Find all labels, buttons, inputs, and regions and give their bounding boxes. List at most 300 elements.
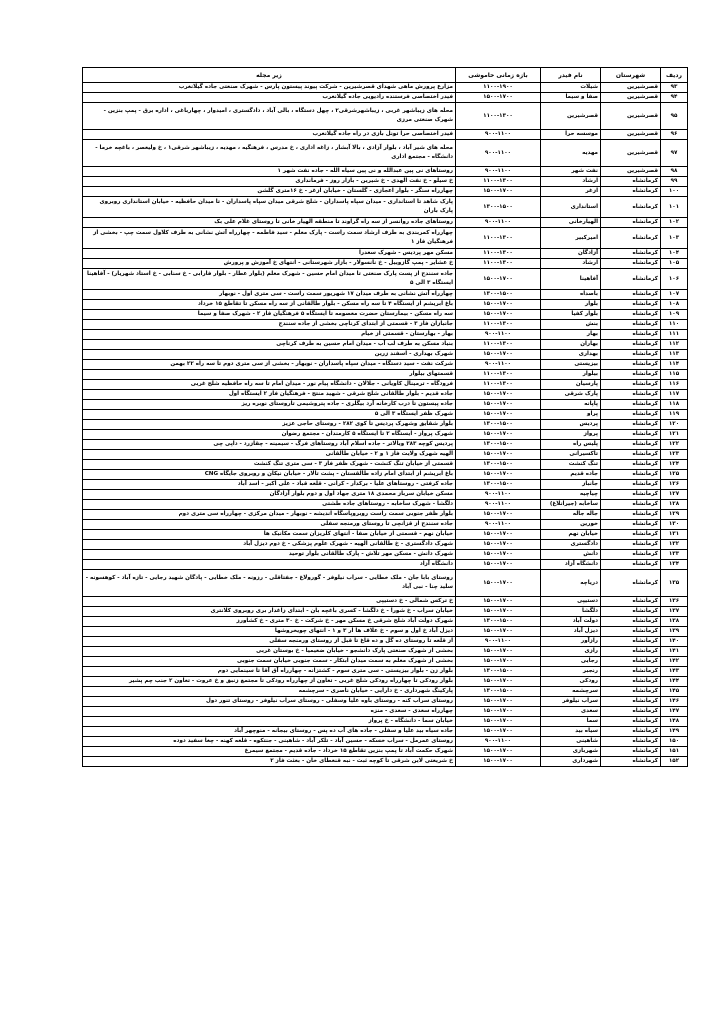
table-row bbox=[83, 420, 688, 430]
cell-area: الهیه شهرک ولایت فاز ۱ و ۲ - خیابان طالقانی bbox=[83, 450, 456, 460]
cell-shahrestan: کرمانشاه bbox=[601, 350, 661, 360]
cell-shahrestan: کرمانشاه bbox=[601, 727, 661, 737]
cell-radif: ۹۷ bbox=[661, 140, 688, 167]
cell-area: سه راه مسکن - بیمارستان حضرت معصومه تا ایستگاه ۵ فرهنگیان فاز ۲ - شهرک صفا و سیما bbox=[83, 310, 456, 320]
cell-radif: ۱۱۳ bbox=[661, 350, 688, 360]
cell-area: شهرک دولت آباد شلح شرقی خ مسکن مهر - خ شرکت - خ ۳۰ متری - خ کشاورز bbox=[83, 617, 456, 627]
cell-area: شهرک حکمت آباد تا پمپ بنزین تقاطع ۱۵ خرداد - جاده قدیم - مجتمع سیمرغ bbox=[83, 747, 456, 757]
cell-feeder: سیاه بید bbox=[541, 727, 601, 737]
cell-area: بخشی از شهرک معلم به سمت میدان ابتکار - سمت جنوبی خیابان سمت جنوبی bbox=[83, 657, 456, 667]
cell-area: شرکت نفت - سید دستگاه - میدان سپاه پاسداران - نوبهار - بخشی از سی متری دوم تا سه راه ۲۲ بهمن bbox=[83, 360, 456, 370]
cell-radif: ۱۱۷ bbox=[661, 390, 688, 400]
cell-feeder: مهدیه bbox=[541, 140, 601, 167]
cell-area: خیابان سما - دانشگاه - خ پرواز bbox=[83, 717, 456, 727]
cell-time: ۱۵۰۰-۱۷۰۰ bbox=[456, 560, 541, 570]
cell-feeder: بنش bbox=[541, 320, 601, 330]
cell-radif: ۱۱۰ bbox=[661, 320, 688, 330]
cell-feeder: سراب نیلوفر bbox=[541, 697, 601, 707]
table-row bbox=[83, 627, 688, 637]
cell-area: بخشی از شهرک صنعتی پارک دانشجو - خیابان ضعیمیا - خ بوستان غربی bbox=[83, 647, 456, 657]
cell-feeder: ساخابه (جیرانلاغ) bbox=[541, 500, 601, 510]
cell-radif: ۱۱۲ bbox=[661, 340, 688, 350]
cell-area: پردیس کوچه ۲۸۳ وبالاتر - جاده اسلام آباد روستاهای فرگ - سیمینه - چقازرد - داپی چی bbox=[83, 440, 456, 450]
cell-feeder: نفت شهر bbox=[541, 167, 601, 177]
cell-feeder: دیزل آباد bbox=[541, 627, 601, 637]
cell-feeder: استانداری bbox=[541, 197, 601, 218]
cell-shahrestan: کرمانشاه bbox=[601, 717, 661, 727]
cell-feeder: پراو bbox=[541, 410, 601, 420]
cell-time: ۱۵۰۰-۱۷۰۰ bbox=[456, 300, 541, 310]
cell-time: ۱۱۰۰-۱۳۰۰ bbox=[456, 103, 541, 130]
cell-area: محله های زیباشهر غربی ، زیباشهرشرقی۲ ، چهل دستگاه ، بالی آباد ، دادگستری ، امیدوار ، چهارباغی ، اداره برق - پمپ بنزین - شهرک صنعتی مرزی bbox=[83, 103, 456, 130]
cell-area: شهرک دانش - مسکن مهر تلاش - پارک طالقانی بلوار توحید bbox=[83, 550, 456, 560]
table-row bbox=[83, 330, 688, 340]
cell-area: جاده قدیم - بلوار طالقانی شلح شرقی - شهید منتج - فرهنگیان فاز ۲ ایستگاه اول bbox=[83, 390, 456, 400]
cell-shahrestan: کرمانشاه bbox=[601, 737, 661, 747]
cell-feeder: بهداری bbox=[541, 350, 601, 360]
cell-time: ۱۳۰۰-۱۵۰۰ bbox=[456, 667, 541, 677]
cell-area: چهارراه کمربندی به طرف ارشاد سمت راست - پارک معلم - سید فاطمه - چهارراه آتش نشانی به طرف کلاول سمت چپ - بخشی از فرهنگیان فاز ۱ bbox=[83, 228, 456, 249]
table-row bbox=[83, 570, 688, 597]
cell-shahrestan: کرمانشاه bbox=[601, 560, 661, 570]
cell-area: قسمتی از خیابان تنگ کنشت - شهرک ظفر فاز ۳ - سی متری تنگ کنشت bbox=[83, 460, 456, 470]
cell-feeder: سرچشمه bbox=[541, 687, 601, 697]
cell-shahrestan: کرمانشاه bbox=[601, 218, 661, 228]
table-row bbox=[83, 350, 688, 360]
cell-feeder: بیزیستی bbox=[541, 360, 601, 370]
cell-shahrestan: کرمانشاه bbox=[601, 677, 661, 687]
cell-radif: ۱۱۱ bbox=[661, 330, 688, 340]
table-row bbox=[83, 550, 688, 560]
cell-radif: ۱۲۶ bbox=[661, 480, 688, 490]
cell-area: فرودگاه - ترمینال کاویانی - جلالان - دانشگاه پیام نور - میدان امام تا سه راه حافظیه شلح غربی bbox=[83, 380, 456, 390]
cell-area: شهرک ظفر ایستگاه ۳ الی ۵ bbox=[83, 410, 456, 420]
cell-shahrestan: کرمانشاه bbox=[601, 310, 661, 320]
cell-time: ۱۱۰۰-۱۳۰۰ bbox=[456, 380, 541, 390]
cell-feeder: صفا و سیما bbox=[541, 93, 601, 103]
cell-radif: ۱۱۵ bbox=[661, 370, 688, 380]
cell-shahrestan: کرمانشاه bbox=[601, 667, 661, 677]
cell-radif: ۱۱۴ bbox=[661, 360, 688, 370]
table-row bbox=[83, 747, 688, 757]
cell-time: ۱۱۰۰-۱۹۰۰ bbox=[456, 83, 541, 93]
cell-time: ۱۳۰۰-۱۵۰۰ bbox=[456, 440, 541, 450]
cell-area: بهار - بهارستان - قسمتی از خیام bbox=[83, 330, 456, 340]
cell-area: مزارع پرورش ماهی شهدای قصرشیرین - شرکت پیوند پیستون پارس - شهرک صنعتی جاده گیلانغرب bbox=[83, 83, 456, 93]
cell-time: ۱۱۰۰-۱۳۰۰ bbox=[456, 177, 541, 187]
cell-feeder: جاده قدیم bbox=[541, 470, 601, 480]
cell-radif: ۹۴ bbox=[661, 93, 688, 103]
table-row bbox=[83, 177, 688, 187]
cell-shahrestan: کرمانشاه bbox=[601, 430, 661, 440]
table-row bbox=[83, 450, 688, 460]
cell-shahrestan: کرمانشاه bbox=[601, 187, 661, 197]
cell-radif: ۱۳۵ bbox=[661, 570, 688, 597]
cell-radif: ۱۰۵ bbox=[661, 259, 688, 269]
cell-radif: ۱۴۱ bbox=[661, 647, 688, 657]
cell-feeder: دانش bbox=[541, 550, 601, 560]
cell-time: ۱۵۰۰-۱۷۰۰ bbox=[456, 717, 541, 727]
cell-radif: ۱۴۷ bbox=[661, 707, 688, 717]
cell-area: جاده کرفتی - روستاهای علیا - برکدار - کرانی - قلعه قباد - علی اکبر - اسد آباد bbox=[83, 480, 456, 490]
cell-feeder: شیلات bbox=[541, 83, 601, 93]
table-row bbox=[83, 697, 688, 707]
cell-radif: ۹۸ bbox=[661, 167, 688, 177]
table-row bbox=[83, 597, 688, 607]
table-row bbox=[83, 103, 688, 130]
cell-area: روستاهای جاده روانسر از سه راه گراوند تا منطقه الهیار خانی تا روستای غلام علی بک bbox=[83, 218, 456, 228]
cell-shahrestan: کرمانشاه bbox=[601, 259, 661, 269]
table-row bbox=[83, 657, 688, 667]
cell-time: ۱۵۰۰-۱۷۰۰ bbox=[456, 697, 541, 707]
cell-shahrestan: کرمانشاه bbox=[601, 570, 661, 597]
cell-time: ۱۱۰۰-۱۳۰۰ bbox=[456, 340, 541, 350]
cell-shahrestan: کرمانشاه bbox=[601, 370, 661, 380]
cell-area: خ شریعتی لاین شرقی تا کوچه ثبت - نبه قنعطای خان - بعثت فاز ۲ bbox=[83, 757, 456, 767]
table-row bbox=[83, 390, 688, 400]
cell-radif: ۱۲۹ bbox=[661, 510, 688, 520]
table-row bbox=[83, 410, 688, 420]
cell-area: بلوار ظفر جنوبی سمت راست روبروپاسگاه اندیشه - نوبهار - میدان مرکزی - چهارراه سی متری دوم bbox=[83, 510, 456, 520]
cell-time: ۱۵۰۰-۱۷۰۰ bbox=[456, 187, 541, 197]
cell-time: ۱۳۰۰-۱۵۰۰ bbox=[456, 290, 541, 300]
header-shahrestan: شهرستان bbox=[601, 68, 661, 83]
cell-area: شهرک بهداری - اسفند زرین bbox=[83, 350, 456, 360]
cell-time: ۱۳۰۰-۱۵۰۰ bbox=[456, 197, 541, 218]
table-header-row bbox=[83, 68, 688, 83]
cell-area: قسمتهای بیلوار bbox=[83, 370, 456, 380]
cell-area: پارک شاهد تا استانداری - میدان سپاه پاسداران - شلح شرقی میدان سپاه پاسداران - تا میدان حافظیه - خیابان استانداری روبروی پارک باران bbox=[83, 197, 456, 218]
cell-shahrestan: کرمانشاه bbox=[601, 249, 661, 259]
cell-radif: ۱۳۰ bbox=[661, 520, 688, 530]
cell-feeder: پارک شرقی bbox=[541, 390, 601, 400]
cell-shahrestan: کرمانشاه bbox=[601, 300, 661, 310]
cell-radif: ۱۱۹ bbox=[661, 410, 688, 420]
table-row bbox=[83, 647, 688, 657]
cell-shahrestan: کرمانشاه bbox=[601, 269, 661, 290]
cell-area: بلوار رودکی تا چهارراه رودکی شلح غربی - تعاون از چهارراه رودکی تا مجتمع زنبق و خ عروت - تعاون ۲ جنب چم پشیر bbox=[83, 677, 456, 687]
cell-radif: ۹۹ bbox=[661, 177, 688, 187]
cell-shahrestan: کرمانشاه bbox=[601, 707, 661, 717]
cell-time: ۱۵۰۰-۱۷۰۰ bbox=[456, 550, 541, 560]
cell-time: ۱۵۰۰-۱۷۰۰ bbox=[456, 400, 541, 410]
cell-time: ۹۰۰-۱۱۰۰ bbox=[456, 130, 541, 140]
cell-time: ۱۵۰۰-۱۷۰۰ bbox=[456, 727, 541, 737]
table-row bbox=[83, 290, 688, 300]
cell-area: بنیاد مسکن به طرف لب آب - میدان امام حسین به طرف کرناچی bbox=[83, 340, 456, 350]
table-row bbox=[83, 677, 688, 687]
cell-shahrestan: کرمانشاه bbox=[601, 228, 661, 249]
table-row bbox=[83, 300, 688, 310]
cell-shahrestan: قصرشیرین bbox=[601, 140, 661, 167]
cell-time: ۱۵۰۰-۱۷۰۰ bbox=[456, 510, 541, 520]
cell-radif: ۱۲۱ bbox=[661, 430, 688, 440]
cell-radif: ۱۴۴ bbox=[661, 677, 688, 687]
table-row bbox=[83, 228, 688, 249]
header-feeder: نام فیدر bbox=[541, 68, 601, 83]
cell-area: دلگشا - شهرک ساخابه - روستاهای جاده طشتی bbox=[83, 500, 456, 510]
cell-area: مسکن مهر پردیس - شهرک سعدرا bbox=[83, 249, 456, 259]
cell-area: محله های شیر آباد ، بلوار آزادی ، بالا آبشار ، زاغه اداری ، خ مدرس ، فرهنگیه ، مهدیه ، زیباشهر شرقی۱ ، خ ولیعصر ، باغچه خرما - دانشگاه - مجتمع اداری bbox=[83, 140, 456, 167]
table-row bbox=[83, 617, 688, 627]
cell-shahrestan: کرمانشاه bbox=[601, 520, 661, 530]
cell-feeder: شهرداری bbox=[541, 757, 601, 767]
cell-area: جاده پیستون تا درب کارخانه آرد بیگلری - جاده پتروشیمی تاروستای نوبره ریز bbox=[83, 400, 456, 410]
cell-shahrestan: کرمانشاه bbox=[601, 420, 661, 430]
cell-radif: ۹۵ bbox=[661, 103, 688, 130]
cell-area: جانبازان فاز ۳ - قسمتی از ابتدای کرناچی بخشی از جاده سنندج bbox=[83, 320, 456, 330]
cell-area: چهارراه سعدی - سعدی - منزه bbox=[83, 707, 456, 717]
header-radif: ردیف bbox=[661, 68, 688, 83]
cell-radif: ۱۳۴ bbox=[661, 560, 688, 570]
cell-time: ۱۵۰۰-۱۷۰۰ bbox=[456, 540, 541, 550]
cell-area: از قلعه تا روستای ده گل و ده قاغ تا قبل از روستای ورمنجه سفلی bbox=[83, 637, 456, 647]
cell-time: ۱۵۰۰-۱۷۰۰ bbox=[456, 627, 541, 637]
table-row bbox=[83, 197, 688, 218]
cell-feeder: بهار bbox=[541, 330, 601, 340]
cell-time: ۹۰۰-۱۱۰۰ bbox=[456, 737, 541, 747]
table-row bbox=[83, 460, 688, 470]
cell-time: ۱۵۰۰-۱۷۰۰ bbox=[456, 310, 541, 320]
cell-feeder: بیلوار bbox=[541, 370, 601, 380]
cell-feeder: دانشگاه آزاد bbox=[541, 560, 601, 570]
cell-time: ۱۵۰۰-۱۷۰۰ bbox=[456, 410, 541, 420]
cell-shahrestan: کرمانشاه bbox=[601, 747, 661, 757]
cell-feeder: موسسه حرا bbox=[541, 130, 601, 140]
cell-radif: ۱۴۰ bbox=[661, 637, 688, 647]
table-row bbox=[83, 187, 688, 197]
cell-radif: ۱۴۳ bbox=[661, 667, 688, 677]
cell-time: ۱۵۰۰-۱۷۰۰ bbox=[456, 390, 541, 400]
cell-radif: ۱۱۶ bbox=[661, 380, 688, 390]
header-area: زیر مجله bbox=[83, 68, 456, 83]
cell-area: جاده سنندج از پست پارک صنعتی تا میدان امام حسین - شهرک معلم (بلوار عطار - بلوار فارابی - خ سنابی - خ استاد شهریار) - آفاهینا ایستگاه ۳ الی ۵ bbox=[83, 269, 456, 290]
outage-table bbox=[82, 67, 688, 767]
cell-radif: ۱۴۶ bbox=[661, 697, 688, 707]
cell-shahrestan: قصرشیرین bbox=[601, 130, 661, 140]
cell-radif: ۱۰۱ bbox=[661, 197, 688, 218]
cell-shahrestan: کرمانشاه bbox=[601, 597, 661, 607]
cell-area: خ عشایر - پمپ گازوییل - خ نانسولار - بازار شهرستانی - انتهای خ آموزش و پرورش bbox=[83, 259, 456, 269]
cell-radif: ۱۵۲ bbox=[661, 757, 688, 767]
cell-shahrestan: کرمانشاه bbox=[601, 450, 661, 460]
cell-time: ۱۵۰۰-۱۷۰۰ bbox=[456, 93, 541, 103]
table-row bbox=[83, 440, 688, 450]
cell-radif: ۹۳ bbox=[661, 83, 688, 93]
cell-shahrestan: کرمانشاه bbox=[601, 627, 661, 637]
cell-time: ۱۵۰۰-۱۷۰۰ bbox=[456, 707, 541, 717]
cell-radif: ۱۰۹ bbox=[661, 310, 688, 320]
table-row bbox=[83, 320, 688, 330]
cell-time: ۹۰۰-۱۱۰۰ bbox=[456, 167, 541, 177]
cell-feeder: خیابان نهم bbox=[541, 530, 601, 540]
table-row bbox=[83, 560, 688, 570]
cell-radif: ۱۲۸ bbox=[661, 500, 688, 510]
cell-time: ۱۵۰۰-۱۷۰۰ bbox=[456, 607, 541, 617]
cell-shahrestan: کرمانشاه bbox=[601, 470, 661, 480]
cell-area: باغ ابریشم از ایستگاه ۴ تا سه راه مسکن - بلوار طالقانی از سه راه مسکن تا تقاطع ۱۵ خرداد bbox=[83, 300, 456, 310]
cell-time: ۱۱۰۰-۱۳۰۰ bbox=[456, 320, 541, 330]
cell-time: ۹۰۰-۱۱۰۰ bbox=[456, 500, 541, 510]
cell-radif: ۹۶ bbox=[661, 130, 688, 140]
header-time: بازه زمانی خاموشی bbox=[456, 68, 541, 83]
cell-time: ۱۵۰۰-۱۷۰۰ bbox=[456, 677, 541, 687]
cell-radif: ۱۳۱ bbox=[661, 530, 688, 540]
cell-feeder: پلیس راه bbox=[541, 440, 601, 450]
cell-feeder: بلوار کفیا bbox=[541, 310, 601, 320]
table-row bbox=[83, 540, 688, 550]
cell-shahrestan: کرمانشاه bbox=[601, 460, 661, 470]
cell-shahrestan: کرمانشاه bbox=[601, 657, 661, 667]
cell-time: ۱۳۰۰-۱۵۰۰ bbox=[456, 480, 541, 490]
cell-time: ۱۱۰۰-۱۳۰۰ bbox=[456, 228, 541, 249]
cell-time: ۹۰۰-۱۱۰۰ bbox=[456, 140, 541, 167]
cell-area: باغ ابریشم از ابتدای امام زاده طالقستان - پشت تالار - خیابان نیکان و روبروی جایگاه CNG bbox=[83, 470, 456, 480]
table-row bbox=[83, 707, 688, 717]
table-row bbox=[83, 737, 688, 747]
cell-time: ۹۰۰-۱۱۰۰ bbox=[456, 360, 541, 370]
cell-feeder: امیرکبیر bbox=[541, 228, 601, 249]
cell-area: بلوار شقایق وشهرک پردیس تا کوی ۲۸۲ - روستای حاجی عزیز bbox=[83, 420, 456, 430]
table-row bbox=[83, 480, 688, 490]
cell-radif: ۱۰۰ bbox=[661, 187, 688, 197]
cell-area: چهارراه سنگر - بلوار اعجازی - گلستان - خیابان ازغر - خ ۱۶متری گلشن bbox=[83, 187, 456, 197]
cell-shahrestan: کرمانشاه bbox=[601, 380, 661, 390]
cell-shahrestan: کرمانشاه bbox=[601, 480, 661, 490]
cell-radif: ۱۳۸ bbox=[661, 617, 688, 627]
cell-shahrestan: کرمانشاه bbox=[601, 617, 661, 627]
cell-feeder: تاکسیرانی bbox=[541, 450, 601, 460]
cell-feeder: ارشاد bbox=[541, 177, 601, 187]
cell-time: ۹۰۰-۱۱۰۰ bbox=[456, 330, 541, 340]
cell-area: خ سیلو - خ نفت الهدی - خ شیرین - بازار روز - فرمانداری bbox=[83, 177, 456, 187]
cell-time: ۱۱۰۰-۱۳۰۰ bbox=[456, 370, 541, 380]
table-row bbox=[83, 93, 688, 103]
cell-feeder: پردیس bbox=[541, 420, 601, 430]
table-row bbox=[83, 340, 688, 350]
cell-feeder: پرواز bbox=[541, 430, 601, 440]
cell-time: ۹۰۰-۱۱۰۰ bbox=[456, 218, 541, 228]
cell-feeder: رنجبر bbox=[541, 667, 601, 677]
cell-radif: ۱۳۶ bbox=[661, 597, 688, 607]
cell-shahrestan: کرمانشاه bbox=[601, 320, 661, 330]
cell-area: خیابان نهم - قسمتی از خیابان صفا - انتهای کلریزان سمت مکانیک ها bbox=[83, 530, 456, 540]
cell-shahrestan: کرمانشاه bbox=[601, 197, 661, 218]
cell-feeder: بهاران bbox=[541, 340, 601, 350]
cell-radif: ۱۳۲ bbox=[661, 540, 688, 550]
table-row bbox=[83, 757, 688, 767]
cell-shahrestan: کرمانشاه bbox=[601, 687, 661, 697]
cell-time: ۱۵۰۰-۱۷۰۰ bbox=[456, 450, 541, 460]
cell-radif: ۱۱۸ bbox=[661, 400, 688, 410]
table-row bbox=[83, 490, 688, 500]
cell-radif: ۱۲۴ bbox=[661, 460, 688, 470]
cell-time: ۹۰۰-۱۱۰۰ bbox=[456, 520, 541, 530]
cell-radif: ۱۵۱ bbox=[661, 747, 688, 757]
cell-feeder: رجایی bbox=[541, 657, 601, 667]
table-row bbox=[83, 83, 688, 93]
cell-feeder: پارسیان bbox=[541, 380, 601, 390]
cell-shahrestan: قصرشیرین bbox=[601, 93, 661, 103]
cell-shahrestan: کرمانشاه bbox=[601, 360, 661, 370]
table-row bbox=[83, 269, 688, 290]
cell-area: بلوار زن - بلوار بیزیستی - سی متری سوم - کشتزانه - چهارراه آق آقا تا سینمایی دوم bbox=[83, 667, 456, 677]
cell-feeder: دولت آباد bbox=[541, 617, 601, 627]
table-row bbox=[83, 510, 688, 520]
table-row bbox=[83, 259, 688, 269]
table-row bbox=[83, 520, 688, 530]
cell-shahrestan: کرمانشاه bbox=[601, 500, 661, 510]
cell-feeder: دستیپی bbox=[541, 597, 601, 607]
cell-area: خ ترکس شمالی - خ دستیپی bbox=[83, 597, 456, 607]
cell-shahrestan: کرمانشاه bbox=[601, 410, 661, 420]
table-row bbox=[83, 667, 688, 677]
cell-area: روستای سراب کنه - روستای باوه علیا وسفلی - روستای سراب نیلوفر - روستای تنور دول bbox=[83, 697, 456, 707]
cell-feeder: جاله جاله bbox=[541, 510, 601, 520]
table-row bbox=[83, 140, 688, 167]
cell-area: دیزل آباد خ اول و سوم - خ علاف ها ار ۳ و ۱ - انتهای چویخروشها bbox=[83, 627, 456, 637]
table-row bbox=[83, 727, 688, 737]
table-row bbox=[83, 607, 688, 617]
cell-time: ۱۵۰۰-۱۷۰۰ bbox=[456, 597, 541, 607]
cell-feeder: آزادگان bbox=[541, 249, 601, 259]
cell-feeder: بلوار bbox=[541, 300, 601, 310]
cell-shahrestan: قصرشیرین bbox=[601, 83, 661, 93]
cell-feeder: پاپانه bbox=[541, 400, 601, 410]
cell-radif: ۱۰۴ bbox=[661, 249, 688, 259]
table-row bbox=[83, 370, 688, 380]
cell-area: روستاهای نی پین عبدالله و نی پین سیاه الله - جاده نفت شهر ۱ bbox=[83, 167, 456, 177]
cell-shahrestan: کرمانشاه bbox=[601, 330, 661, 340]
cell-radif: ۱۳۷ bbox=[661, 607, 688, 617]
cell-shahrestan: قصرشیرین bbox=[601, 167, 661, 177]
cell-radif: ۱۳۹ bbox=[661, 627, 688, 637]
table-row bbox=[83, 500, 688, 510]
cell-feeder: خورین bbox=[541, 520, 601, 530]
cell-radif: ۱۲۵ bbox=[661, 470, 688, 480]
cell-time: ۱۵۰۰-۱۷۰۰ bbox=[456, 757, 541, 767]
table-row bbox=[83, 717, 688, 727]
cell-area: شهرک پرواز - ایستگاه ۲ تا ایستگاه ۵ کارمندان - مجتمع رضوان bbox=[83, 430, 456, 440]
cell-area: شهرک دادگستری - خ طالقانی الهیه - شهرک علوم پزشکی - خ دوم دیزل آباد bbox=[83, 540, 456, 550]
cell-shahrestan: کرمانشاه bbox=[601, 490, 661, 500]
cell-feeder: ارشاد bbox=[541, 259, 601, 269]
cell-feeder: سعدی bbox=[541, 707, 601, 717]
cell-feeder: دلگشا bbox=[541, 607, 601, 617]
cell-feeder: رازآور bbox=[541, 637, 601, 647]
cell-shahrestan: قصرشیرین bbox=[601, 103, 661, 130]
cell-time: ۱۵۰۰-۱۷۰۰ bbox=[456, 350, 541, 360]
cell-time: ۱۵۰۰-۱۷۰۰ bbox=[456, 530, 541, 540]
cell-radif: ۱۲۷ bbox=[661, 490, 688, 500]
cell-area: پارکینگ شهرداری - خ دارایی - خیابان ناصری - سرچشمه bbox=[83, 687, 456, 697]
cell-area: فیدر اختصاصی حرا تونل بازی در راه جاده گیلانغرب bbox=[83, 130, 456, 140]
cell-feeder: سما bbox=[541, 717, 601, 727]
cell-time: ۱۵۰۰-۱۷۰۰ bbox=[456, 647, 541, 657]
cell-feeder: قصرشیرین bbox=[541, 103, 601, 130]
cell-shahrestan: کرمانشاه bbox=[601, 647, 661, 657]
cell-feeder: آفاهینا bbox=[541, 269, 601, 290]
cell-area: فیدر اختصاصی فرستنده رادیویی جاده گیلانغرب bbox=[83, 93, 456, 103]
cell-feeder: دریاچه bbox=[541, 570, 601, 597]
cell-shahrestan: کرمانشاه bbox=[601, 607, 661, 617]
table-row bbox=[83, 218, 688, 228]
cell-radif: ۱۲۲ bbox=[661, 440, 688, 450]
table-row bbox=[83, 249, 688, 259]
cell-feeder: رازی bbox=[541, 647, 601, 657]
table-row bbox=[83, 310, 688, 320]
cell-feeder: شهربازی bbox=[541, 747, 601, 757]
